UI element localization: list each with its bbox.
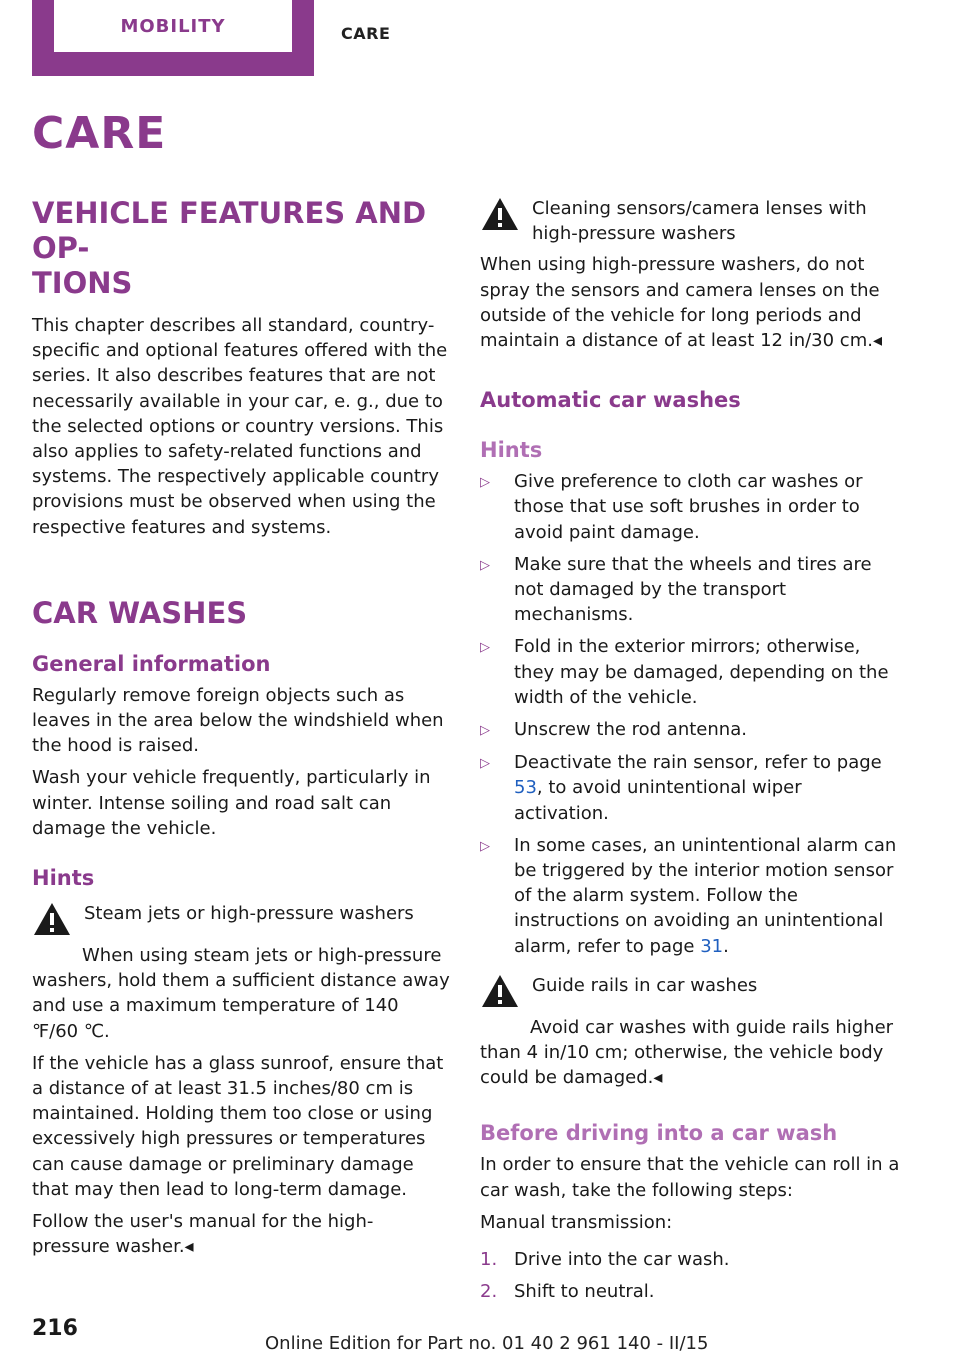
car-washes-heading: CAR WASHES	[32, 595, 248, 630]
list-item: 2. Shift to neutral.	[480, 1281, 655, 1303]
list-item: ▷ Unscrew the rod antenna.	[480, 717, 900, 743]
list-item: ▷ Fold in the exterior mirrors; otherwise, they may be damaged, depending on the width of the vehicle.	[480, 634, 900, 710]
before-car-wash-intro: In order to ensure that the vehicle can roll in a car wash, take the following steps:	[480, 1154, 900, 1201]
list-item: 1. Drive into the car wash.	[480, 1249, 730, 1271]
warning-guide-rails-body: Avoid car washes with guide rails higher than 4 in/10 cm; otherwise, the vehicle body could be damaged.◂	[480, 1016, 894, 1089]
bullet-triangle-icon: ▷	[480, 756, 490, 772]
warning-cleaning-sensors	[480, 196, 900, 353]
page-number: 216	[32, 1316, 78, 1341]
page-link-53[interactable]: 53	[514, 777, 537, 799]
general-information-p1: Regularly remove foreign objects such as leaves in the area below the windshield when the hood is raised.	[32, 684, 444, 757]
list-item: ▷ In some cases, an unintentional alarm can be triggered by the interior motion sensor of the alarm system. Follow the instructions on avoiding an unintentional alarm, refer to page 31.	[480, 833, 900, 959]
bullet-triangle-icon: ▷	[480, 723, 490, 739]
automatic-hints-heading: Hints	[480, 438, 543, 463]
warning-steam-jets-p3: Follow the user's manual for the high-pressure washer.◂	[32, 1211, 374, 1258]
list-item: ▷ Deactivate the rain sensor, refer to page 53, to avoid unintentional wiper activation.	[480, 750, 900, 826]
general-information-p2: Wash your vehicle frequently, particularly in winter. Intense soiling and road salt can damage the vehicle.	[32, 767, 431, 839]
list-item: ▷ Give preference to cloth car washes or those that use soft brushes in order to avoid paint damage.	[480, 469, 900, 545]
hints-heading: Hints	[32, 866, 95, 891]
vehicle-features-body: This chapter describes all standard, country-specific and optional features offered with the series. It also describes features that are not necessarily available in your car, e. g., due to the selected options or country versions. This also applies to safety-related functions and systems. The respectively applicable country provisions must be observed when using the respective features and systems.	[32, 315, 448, 538]
manual-transmission-label: Manual transmission:	[480, 1211, 673, 1233]
warning-cleaning-sensors-title: Cleaning sensors/camera lenses with high-pressure washers	[532, 198, 867, 245]
warning-triangle-icon	[32, 901, 72, 937]
bullet-triangle-icon: ▷	[480, 475, 490, 491]
warning-triangle-icon	[480, 973, 520, 1009]
warning-guide-rails	[480, 973, 900, 1091]
left-column	[32, 196, 450, 1259]
warning-cleaning-sensors-body: When using high-pressure washers, do not spray the sensors and camera lenses on the outside of the vehicle for long periods and maintain a distance of at least 12 in/30 cm.◂	[480, 254, 882, 352]
warning-steam-jets-title: Steam jets or high-pressure washers	[84, 903, 414, 925]
warning-triangle-icon	[480, 196, 520, 232]
automatic-car-washes-heading: Automatic car washes	[480, 388, 741, 413]
bullet-triangle-icon: ▷	[480, 838, 490, 854]
general-information-heading: General information	[32, 651, 271, 676]
warning-steam-jets-p1: When using steam jets or high-pressure washers, hold them a sufficient distance away and use a maximum temperature of 140 ℉/60 ℃.	[32, 945, 450, 1042]
right-column	[480, 196, 900, 1305]
bullet-triangle-icon: ▷	[480, 557, 490, 573]
bullet-triangle-icon: ▷	[480, 640, 490, 656]
before-car-wash-heading: Before driving into a car wash	[480, 1121, 838, 1146]
page-title: CARE	[32, 108, 167, 159]
section-tab-mobility	[32, 0, 314, 76]
list-item: ▷ Make sure that the wheels and tires are not damaged by the transport mechanisms.	[480, 552, 900, 628]
warning-guide-rails-title: Guide rails in car washes	[532, 974, 758, 996]
footer-edition: Online Edition for Part no. 01 40 2 961 140 - II/15	[265, 1333, 709, 1354]
manual-transmission-steps	[480, 1247, 900, 1304]
section-tab-label: MOBILITY	[54, 0, 292, 52]
vehicle-features-heading: VEHICLE FEATURES AND OP- TIONS	[32, 196, 427, 300]
warning-steam-jets	[32, 901, 450, 1259]
automatic-hints-list	[480, 469, 900, 959]
page-link-31[interactable]: 31	[700, 935, 724, 957]
chapter-tab-label: CARE	[341, 24, 391, 43]
warning-steam-jets-p2: If the vehicle has a glass sunroof, ensure that a distance of at least 31.5 inches/80 cm is maintained. Holding them too close or using excessively high pressures or temperatures can cause damage or preliminary damage that may then lead to long-term damage.	[32, 1052, 444, 1200]
